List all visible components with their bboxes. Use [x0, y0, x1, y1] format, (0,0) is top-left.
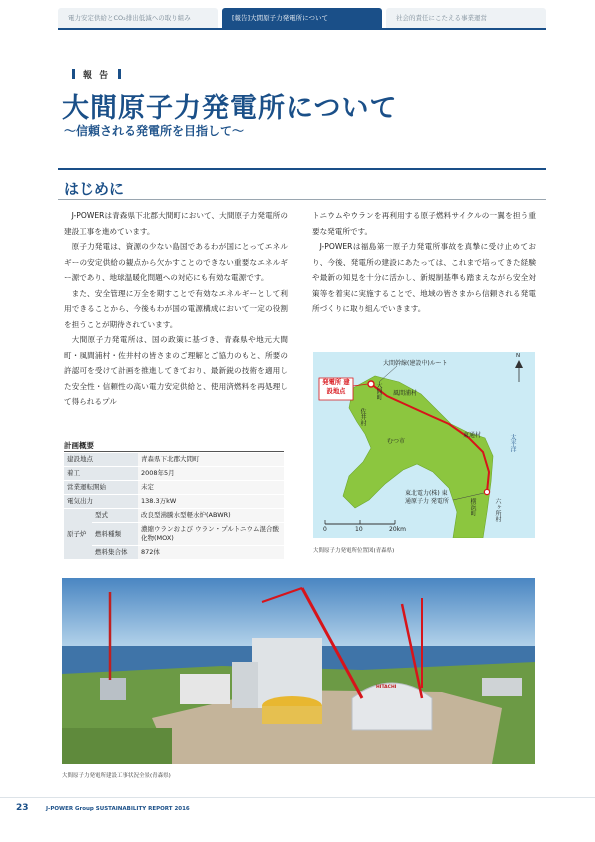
body-paragraph: 大間原子力発電所は、国の政策に基づき、青森県や地元大間町・風間浦村・佐井村の皆さまのご理解とご協力のもと、所要の許認可を受けて計画を推進してきており、最新鋭の技術を適用した安全性・信頼性の高い電力安定供給と、使用済燃料を再処理して得られるプル [64, 335, 288, 406]
map-label-route: 大間幹線(建設中)ルート [383, 360, 448, 367]
section-tabs [58, 8, 546, 28]
photo-sign-text: HITACHI [376, 685, 397, 690]
section-divider [58, 199, 546, 200]
spec-label: 建設地点 [64, 453, 138, 467]
map-label-oma: 大間町 [375, 382, 382, 400]
table-row [64, 509, 284, 523]
site-marker [368, 381, 374, 387]
page-subtitle: 〜信頼される発電所を目指して〜 [64, 124, 245, 138]
spec-title: 計画概要 [64, 441, 94, 450]
spec-sublabel: 燃料種類 [92, 523, 138, 546]
body-paragraph: J-POWERは青森県下北郡大間町において、大間原子力発電所の建設工事を進めています。 [64, 211, 288, 236]
spec-value: 改良型沸騰水型軽水炉(ABWR) [138, 509, 284, 523]
spec-value: 濃縮ウランおよび ウラン・プルトニウム混合酸化物(MOX) [138, 523, 284, 546]
table-row [64, 523, 284, 546]
photo-caption: 大間原子力発電所建設工事状況全景(青森県) [62, 773, 171, 779]
map-label-substation: 東北電力(株) 東通原子力 発電所 [405, 490, 449, 505]
scale-label: 0 [323, 526, 327, 533]
photo-shed-right [482, 678, 522, 696]
section-heading: はじめに [64, 180, 125, 198]
spec-value: 未定 [138, 481, 284, 495]
photo-graphic [62, 578, 535, 764]
footer-report-title: J-POWER Group SUSTAINABILITY REPORT 2016 [46, 806, 190, 812]
photo-dome-yellow-body [262, 706, 322, 724]
tabs-underline [58, 28, 546, 30]
table-row [64, 546, 284, 560]
spec-value: 872体 [138, 546, 284, 560]
body-paragraph: また、安全管理に万全を期すことで有効なエネルギーとして利用できることから、今後もわが国の電源構成において一定の役割を担うことが期待されています。 [64, 288, 288, 329]
body-paragraph: 原子力発電は、資源の少ない島国であるわが国にとってエネルギーの安定供給の観点から欠かすことのできない重要なエネルギー源であり、地球温暖化問題への対応にも有効な電源です。 [64, 242, 288, 282]
spec-label: 営業運転開始 [64, 481, 138, 495]
spec-label: 電気出力 [64, 495, 138, 509]
tab-stable-supply[interactable]: 電力安定供給とCO₂排出低減への取り組み [58, 8, 218, 28]
map-label-rokkasho: 六ヶ所村 [494, 498, 501, 522]
spec-label-reactor: 原子炉 [64, 509, 92, 560]
north-arrow-head [515, 360, 523, 368]
spec-sublabel: 燃料集合体 [92, 546, 138, 560]
scale-label: 20km [389, 526, 406, 533]
spec-label: 着工 [64, 467, 138, 481]
spec-table [64, 453, 284, 560]
map-label-ocean: 太平洋 [509, 434, 516, 452]
north-label: N [516, 353, 521, 359]
map-caption: 大間原子力発電所位置図(青森県) [313, 548, 395, 554]
substation-marker [484, 489, 489, 494]
scale-label: 10 [355, 526, 363, 533]
location-map [313, 352, 535, 538]
report-tag [64, 68, 129, 81]
page-number: 23 [16, 803, 29, 813]
construction-photo [62, 578, 535, 764]
page-title: 大間原子力発電所について [62, 93, 398, 124]
body-column-right [312, 208, 536, 317]
map-label-sai: 佐井村 [359, 408, 366, 426]
body-paragraph: J-POWERは福島第一原子力発電所事故を真摯に受け止めており、今後、発電所の建設にあたっては、これまで培ってきた経験や最新の知見を十分に活かし、新規制基準も踏まえながら安全対策等を着実に実施することで、地域の皆さまから信頼される発電所づくりに取り組んでいきます。 [312, 242, 536, 313]
spec-value: 2008年5月 [138, 467, 284, 481]
tab-oma-report[interactable]: [報告]大間原子力発電所について [222, 8, 382, 28]
photo-reactor-side [232, 662, 258, 708]
title-divider [58, 168, 546, 170]
spec-rule [64, 451, 284, 452]
map-label-kazamaura: 風間浦村 [393, 390, 418, 397]
tab-social-responsibility[interactable]: 社会的責任にこたえる事業運営 [386, 8, 546, 28]
map-label-yokohama: 横浜町 [469, 498, 476, 516]
spec-sublabel: 型式 [92, 509, 138, 523]
body-column-left [64, 208, 288, 410]
footer-divider [0, 797, 595, 798]
photo-building-left [180, 674, 230, 704]
table-row [64, 495, 284, 509]
map-label-mutsu: むつ市 [387, 438, 406, 445]
map-label-higashidori: 東通村 [463, 432, 482, 439]
spec-value: 青森県下北郡大間町 [138, 453, 284, 467]
table-row [64, 467, 284, 481]
map-label-site: 発電所 建設地点 [322, 379, 350, 395]
tag-bar-right [118, 69, 121, 79]
tag-bar-left [72, 69, 75, 79]
report-label: 報 告 [83, 71, 111, 81]
photo-building-small [100, 678, 126, 700]
table-row [64, 481, 284, 495]
table-row [64, 453, 284, 467]
spec-value: 138.3万kW [138, 495, 284, 509]
photo-yard-left [62, 728, 172, 764]
body-paragraph: トニウムやウランを再利用する原子燃料サイクルの一翼を担う重要な発電所です。 [312, 211, 536, 236]
